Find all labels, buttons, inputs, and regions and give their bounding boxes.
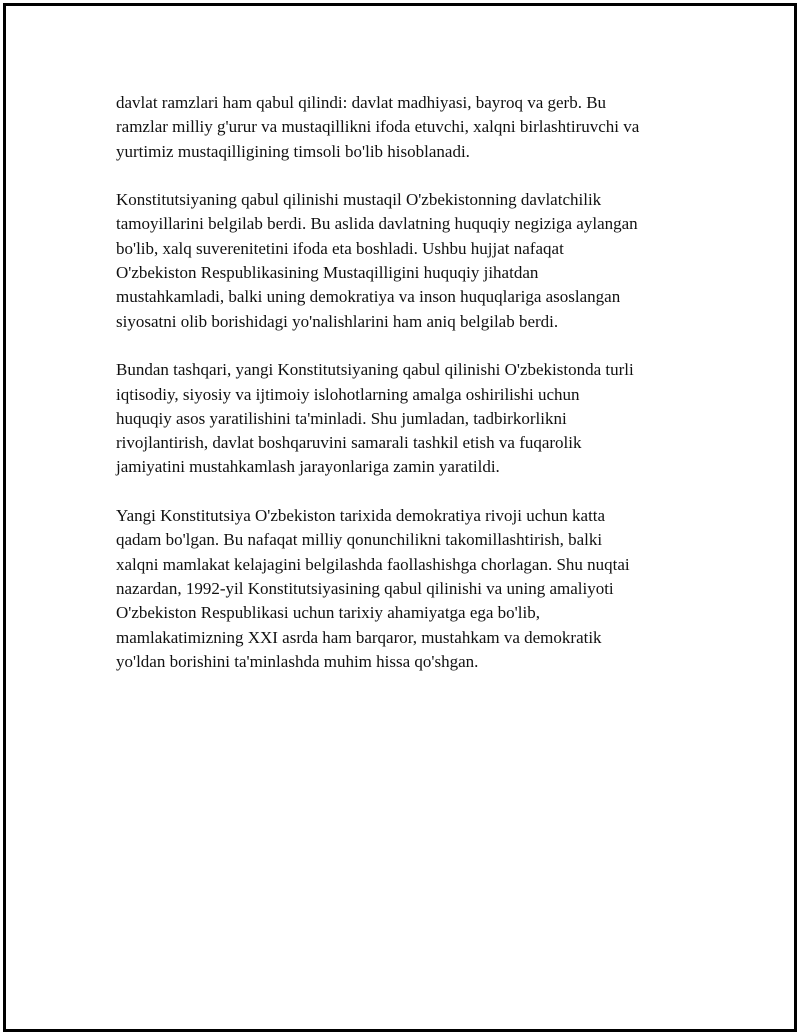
text-line: O'zbekiston Respublikasi uchun tarixiy ahamiyatga ega bo'lib, [116, 603, 540, 623]
text-line: mustahkamladi, balki uning demokratiya va inson huquqlariga asoslangan [116, 287, 621, 307]
text-line: O'zbekiston Respublikasining Mustaqilligini huquqiy jihatdan [116, 263, 539, 283]
text-line: yo'ldan borishini ta'minlashda muhim hissa qo'shgan. [116, 651, 479, 671]
text-line: jamiyatini mustahkamlash jarayonlariga zamin yaratildi. [116, 457, 500, 477]
text-line: Yangi Konstitutsiya O'zbekiston tarixida demokratiya rivoji uchun katta [116, 506, 606, 526]
text-line: qadam bo'lgan. Bu nafaqat milliy qonunchilikni takomillashtirish, balki [116, 530, 603, 550]
text-line: xalqni mamlakat kelajagini belgilashda faollashishga chorlagan. Shu nuqtai [116, 554, 630, 574]
text-line: nazardan, 1992-yil Konstitutsiyasining qabul qilinishi va uning amaliyoti [116, 578, 614, 598]
text-line: yurtimiz mustaqilligining timsoli bo'lib hisoblanadi. [116, 141, 470, 161]
text-line: ramzlar milliy g'urur va mustaqillikni ifoda etuvchi, xalqni birlashtiruvchi va [116, 117, 640, 137]
paragraph-constitution-adoption [116, 188, 706, 334]
text-line: iqtisodiy, siyosiy va ijtimoiy islohotlarning amalga oshirilishi uchun [116, 384, 580, 404]
text-line: Konstitutsiyaning qabul qilinishi mustaqil O'zbekistonning davlatchilik [116, 190, 602, 210]
text-line: huquqiy asos yaratilishini ta'minladi. Shu jumladan, tadbirkorlikni [116, 408, 567, 428]
text-line: Bundan tashqari, yangi Konstitutsiyaning qabul qilinishi O'zbekistonda turli [116, 360, 634, 380]
text-line: siyosatni olib borishidagi yo'nalishlarini ham aniq belgilab berdi. [116, 311, 559, 331]
paragraph-democracy [116, 504, 706, 674]
document-body [116, 91, 706, 698]
text-line: bo'lib, xalq suverenitetini ifoda eta boshladi. Ushbu hujjat nafaqat [116, 238, 564, 258]
text-line: mamlakatimizning XXI asrda ham barqaror, mustahkam va demokratik [116, 627, 602, 647]
text-line: davlat ramzlari ham qabul qilindi: davlat madhiyasi, bayroq va gerb. Bu [116, 93, 607, 112]
paragraph-state-symbols [116, 91, 706, 164]
text-line: rivojlantirish, davlat boshqaruvini samarali tashkil etish va fuqarolik [116, 433, 582, 453]
text-line: tamoyillarini belgilab berdi. Bu aslida davlatning huquqiy negiziga aylangan [116, 214, 638, 234]
paragraph-reforms [116, 358, 706, 479]
